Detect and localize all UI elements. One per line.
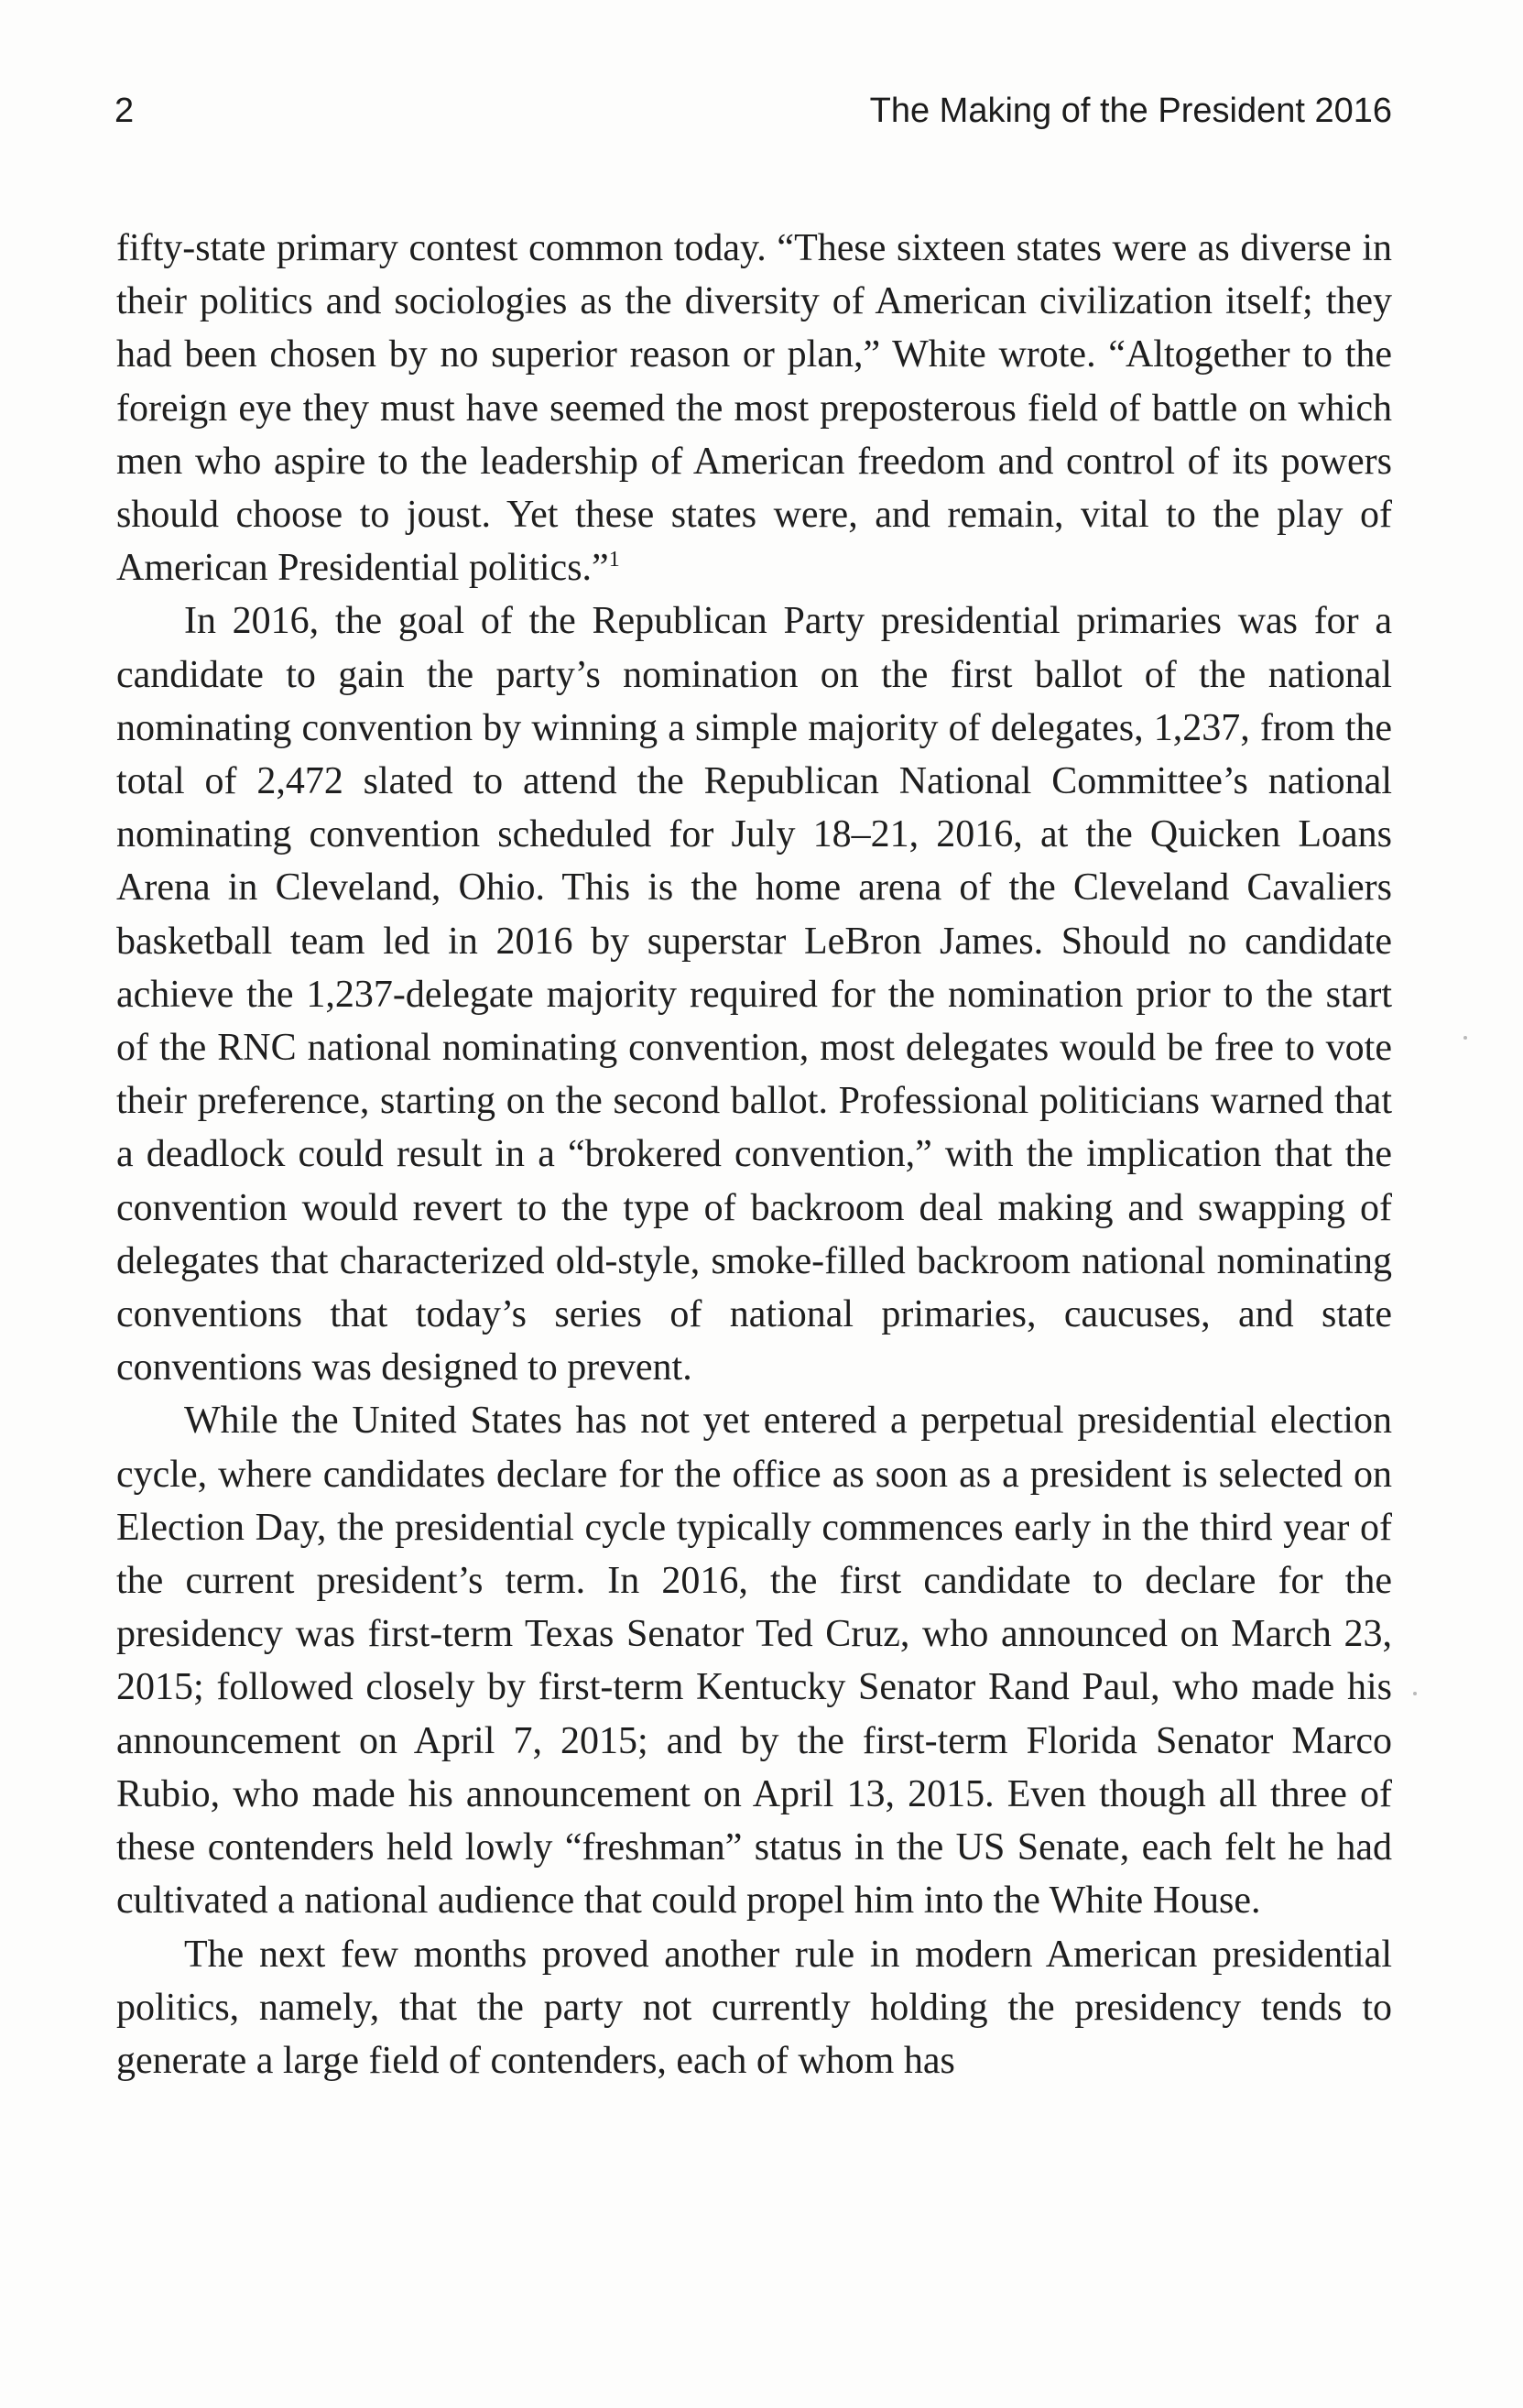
- scan-speck: [1413, 1692, 1417, 1695]
- running-title: The Making of the President 2016: [869, 92, 1392, 130]
- footnote-marker: 1: [608, 548, 620, 572]
- body-text: [116, 222, 1392, 2087]
- paragraph-republican-primaries: In 2016, the goal of the Republican Party presidential primaries was for a candidate to gain the party’s nomination on the first ballot of the national nominating convention by winning a simple majority of delegates, 1,237, from the total of 2,472 slated to attend the Republican National Committee’s national nominating convention scheduled for July 18–21, 2016, at the Quicken Loans Arena in Cleveland, Ohio. This is the home arena of the Cleveland Cavaliers basketball team led in 2016 by superstar LeBron James. Should no candidate achieve the 1,237-delegate majority required for the nomination prior to the start of the RNC national nominating convention, most delegates would be free to vote their preference, starting on the second ballot. Professional politicians warned that a deadlock could result in a “brokered convention,” with the implication that the convention would revert to the type of backroom deal making and swapping of delegates that characterized old-style, smoke-filled backroom national nominating conventions that today’s series of national primaries, caucuses, and state conventions was designed to prevent.: [116, 600, 1392, 1389]
- paragraph-continued: [116, 222, 1392, 594]
- paragraph-presidential-cycle: While the United States has not yet entered a perpetual presidential election cycle, where candidates declare for the office as soon as a president is selected on Election Day, the presidential cycle typically commences early in the third year of the current president’s term. In 2016, the first candidate to declare for the presidency was first-term Texas Senator Ted Cruz, who announced on March 23, 2015; followed closely by first-term Kentucky Senator Rand Paul, who made his announcement on April 7, 2015; and by the first-term Florida Senator Marco Rubio, who made his announcement on April 13, 2015. Even though all three of these contenders held lowly “freshman” status in the US Senate, each felt he had cultivated a national audience that could propel him into the White House.: [116, 1400, 1392, 1923]
- scan-speck: [1463, 1036, 1467, 1040]
- page-number: 2: [114, 92, 135, 130]
- paragraph-field-of-contenders: The next few months proved another rule in modern American presidential politics, namely, that the party not currently holding the presidency tends to generate a large field of contenders, each of whom has: [116, 1933, 1392, 2082]
- running-head: [114, 92, 1392, 147]
- paragraph-text: fifty-state primary contest common today. “These sixteen states were as diverse in their politics and sociologies as the diversity of American civilization itself; they had been chosen by no superior reason or plan,” White wrote. “Altogether to the foreign eye they must have seemed the most preposterous field of battle on which men who aspire to the leadership of American freedom and control of its powers should choose to joust. Yet these states were, and remain, vital to the play of American Presidential politics.”: [116, 227, 1392, 590]
